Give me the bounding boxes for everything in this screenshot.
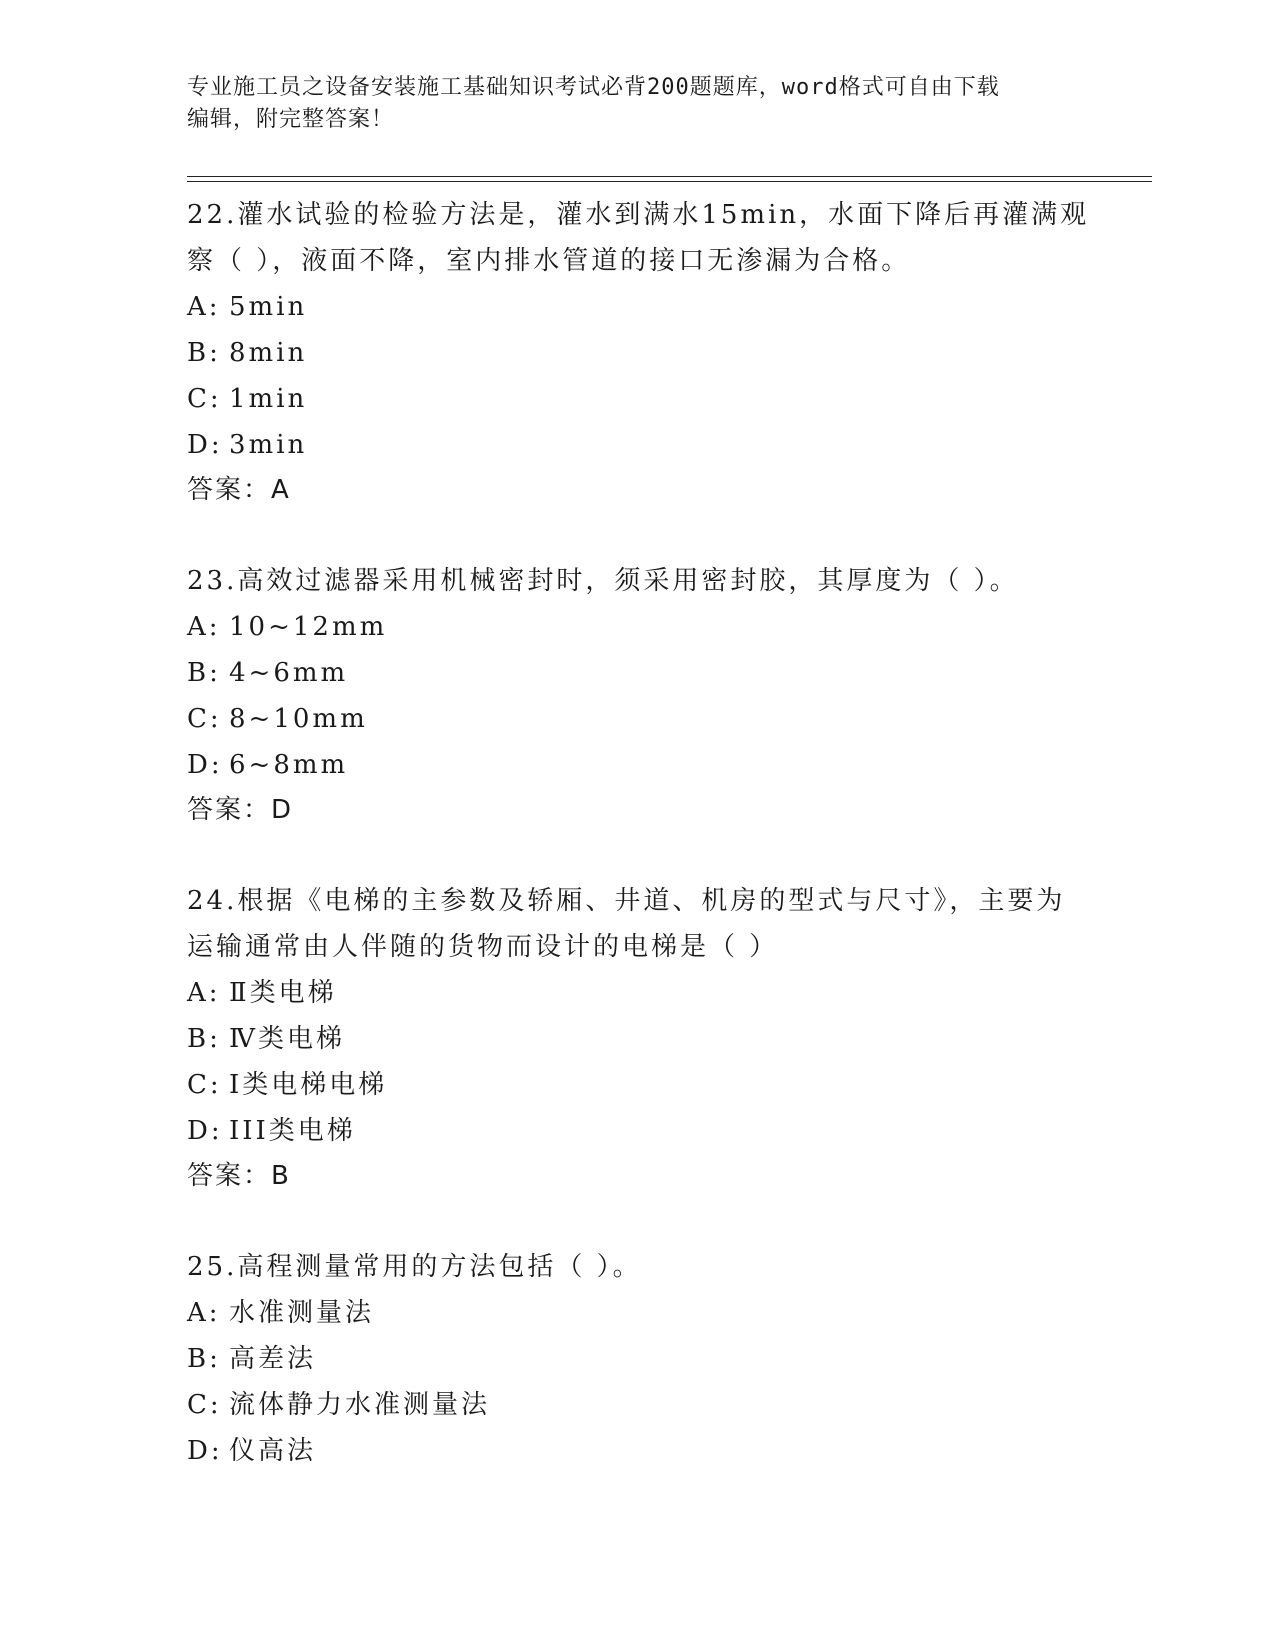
question-text xyxy=(187,192,1107,284)
option-b xyxy=(187,650,1107,696)
option-letter: A: xyxy=(187,612,221,642)
option-letter: C: xyxy=(187,704,222,734)
header-line-2: 编辑，附完整答案！ xyxy=(187,107,395,132)
option-a xyxy=(187,1290,1107,1336)
question-22 xyxy=(187,192,1107,512)
question-25 xyxy=(187,1244,1107,1474)
option-c xyxy=(187,1062,1107,1108)
option-text: 仪高法 xyxy=(229,1436,317,1466)
option-text: Ⅳ类电梯 xyxy=(229,1024,345,1054)
option-text: 1min xyxy=(229,384,308,414)
question-text-line: 22.灌水试验的检验方法是，灌水到满水15min，水面下降后再灌满观 xyxy=(187,200,1090,230)
option-letter: C: xyxy=(187,1070,222,1100)
option-letter: B: xyxy=(187,1344,221,1374)
option-text: 4~6mm xyxy=(229,658,349,688)
option-letter: C: xyxy=(187,384,222,414)
option-letter: B: xyxy=(187,658,221,688)
option-text: 8~10mm xyxy=(229,704,368,734)
option-text: 10~12mm xyxy=(229,612,388,642)
document-header xyxy=(187,72,1067,136)
option-a xyxy=(187,970,1107,1016)
option-letter: A: xyxy=(187,1298,221,1328)
option-c xyxy=(187,1382,1107,1428)
question-23 xyxy=(187,558,1107,832)
option-text: 3min xyxy=(229,430,308,460)
header-double-rule xyxy=(187,176,1152,182)
option-text: 8min xyxy=(229,338,308,368)
question-text-line: 23.高效过滤器采用机械密封时，须采用密封胶，其厚度为（ ）。 xyxy=(187,566,1019,596)
option-text: 水准测量法 xyxy=(229,1298,375,1328)
header-line-1: 专业施工员之设备安装施工基础知识考试必背200题题库，word格式可自由下载 xyxy=(187,75,1000,100)
option-letter: D: xyxy=(187,430,223,460)
option-letter: A: xyxy=(187,292,221,322)
option-letter: B: xyxy=(187,338,221,368)
answer-line: 答案：A xyxy=(187,475,291,505)
option-a xyxy=(187,604,1107,650)
option-text: Ⅱ类电梯 xyxy=(229,978,337,1008)
question-24 xyxy=(187,878,1107,1198)
question-text xyxy=(187,1244,1107,1290)
question-text-line: 25.高程测量常用的方法包括（ ）。 xyxy=(187,1252,642,1282)
option-text: 6~8mm xyxy=(229,750,349,780)
answer-line: 答案：D xyxy=(187,795,294,825)
option-d xyxy=(187,1108,1107,1154)
option-letter: D: xyxy=(187,750,223,780)
option-letter: D: xyxy=(187,1116,223,1146)
option-d xyxy=(187,1428,1107,1474)
option-letter: D: xyxy=(187,1436,223,1466)
option-letter: A: xyxy=(187,978,221,1008)
answer-line: 答案：B xyxy=(187,1161,291,1191)
option-letter: C: xyxy=(187,1390,222,1420)
question-text xyxy=(187,878,1107,970)
option-text: 高差法 xyxy=(229,1344,317,1374)
question-text-line: 运输通常由人伴随的货物而设计的电梯是（ ） xyxy=(187,932,779,962)
question-text-line: 24.根据《电梯的主参数及轿厢、井道、机房的型式与尺寸》，主要为 xyxy=(187,886,1066,916)
option-d xyxy=(187,422,1107,468)
option-letter: B: xyxy=(187,1024,221,1054)
option-text: Ⅰ类电梯电梯 xyxy=(229,1070,388,1100)
question-list xyxy=(187,192,1107,1474)
option-a xyxy=(187,284,1107,330)
question-text-line: 察（ ），液面不降，室内排水管道的接口无渗漏为合格。 xyxy=(187,246,911,276)
option-c xyxy=(187,376,1107,422)
option-b xyxy=(187,1336,1107,1382)
option-b xyxy=(187,330,1107,376)
option-text: 5min xyxy=(229,292,308,322)
option-text: III类电梯 xyxy=(229,1116,356,1146)
option-b xyxy=(187,1016,1107,1062)
option-c xyxy=(187,696,1107,742)
option-text: 流体静力水准测量法 xyxy=(229,1390,491,1420)
option-d xyxy=(187,742,1107,788)
question-text xyxy=(187,558,1107,604)
